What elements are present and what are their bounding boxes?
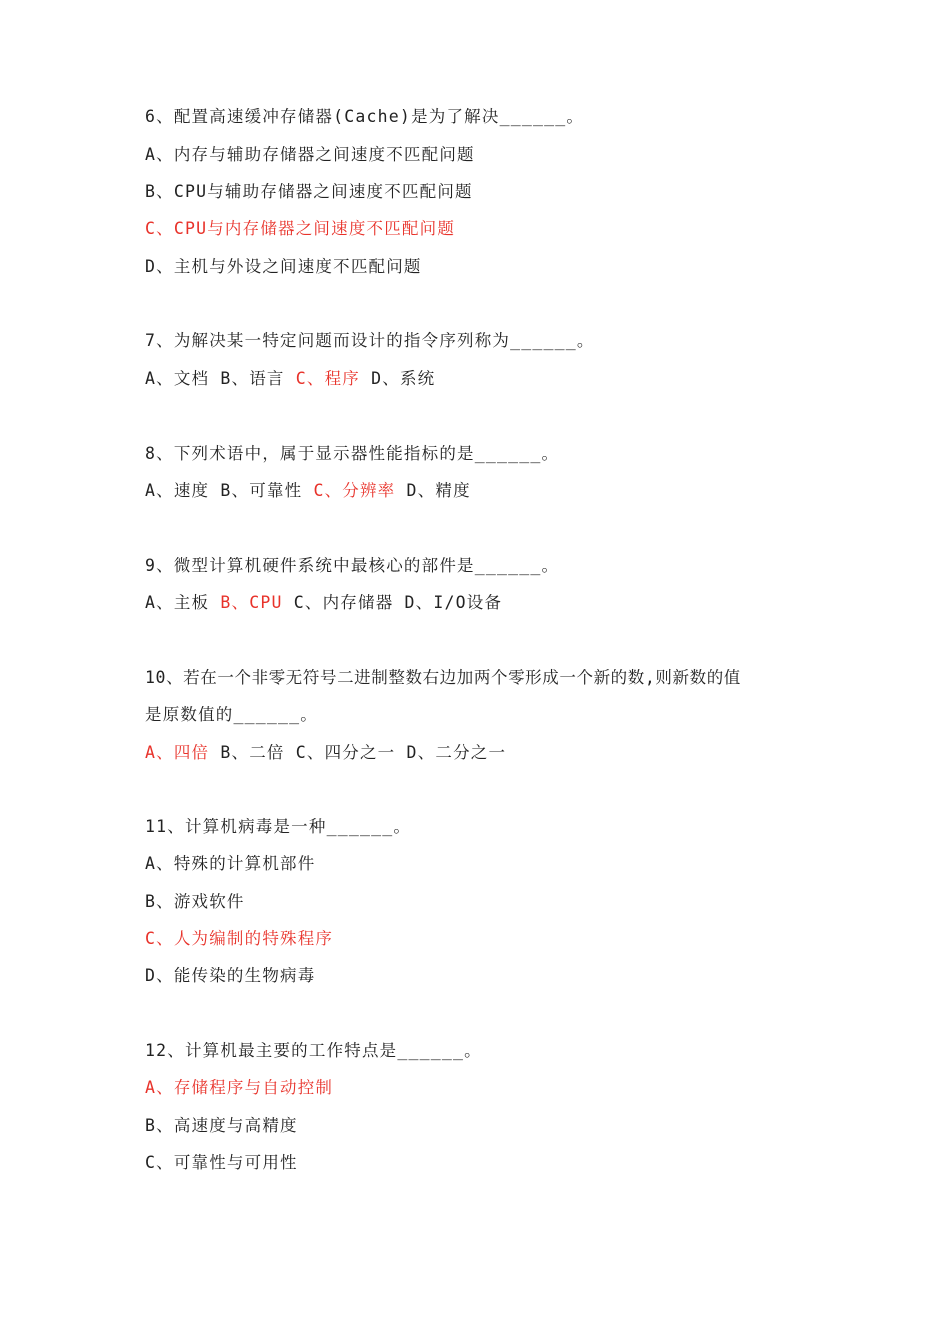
q9-option-b-answer: B、CPU bbox=[220, 593, 283, 612]
q8-option-c-answer: C、分辨率 bbox=[313, 481, 396, 500]
q11-option-c-answer: C、人为编制的特殊程序 bbox=[145, 929, 334, 948]
q7-stem: 7、为解决某一特定问题而设计的指令序列称为______。 bbox=[145, 331, 595, 350]
q11-option-d: D、能传染的生物病毒 bbox=[145, 966, 316, 985]
q6-option-a: A、内存与辅助存储器之间速度不匹配问题 bbox=[145, 145, 475, 164]
q7-option-c-answer: C、程序 bbox=[295, 369, 360, 388]
q10-option-d: D、二分之一 bbox=[406, 743, 507, 762]
q6-option-b: B、CPU与辅助存储器之间速度不匹配问题 bbox=[145, 182, 473, 201]
q6-stem: 6、配置高速缓冲存储器(Cache)是为了解决______。 bbox=[145, 107, 585, 126]
q8-option-a: A、速度 bbox=[145, 481, 210, 500]
q7-option-d: D、系统 bbox=[371, 369, 436, 388]
q8-option-d: D、精度 bbox=[406, 481, 471, 500]
q7-option-a: A、文档 bbox=[145, 369, 210, 388]
q9-option-a: A、主板 bbox=[145, 593, 210, 612]
q10-options bbox=[145, 740, 825, 766]
q10-stem-line-1: 10、若在一个非零无符号二进制整数右边加两个零形成一个新的数,则新数的值 bbox=[145, 668, 741, 687]
q10-option-b: B、二倍 bbox=[220, 743, 285, 762]
q9-option-c: C、内存储器 bbox=[293, 593, 394, 612]
q8-options bbox=[145, 478, 825, 504]
q11-option-a: A、特殊的计算机部件 bbox=[145, 854, 316, 873]
q12-option-b: B、高速度与高精度 bbox=[145, 1116, 298, 1135]
q10-option-a-answer: A、四倍 bbox=[145, 743, 210, 762]
q7-options bbox=[145, 366, 825, 392]
q6-option-d: D、主机与外设之间速度不匹配问题 bbox=[145, 257, 422, 276]
q8-option-b: B、可靠性 bbox=[220, 481, 303, 500]
q11-option-b: B、游戏软件 bbox=[145, 892, 245, 911]
q8-stem: 8、下列术语中，属于显示器性能指标的是______。 bbox=[145, 444, 560, 463]
q9-option-d: D、I/O设备 bbox=[404, 593, 503, 612]
q7-option-b: B、语言 bbox=[220, 369, 285, 388]
q9-stem: 9、微型计算机硬件系统中最核心的部件是______。 bbox=[145, 556, 560, 575]
q6-option-c-answer: C、CPU与内存储器之间速度不匹配问题 bbox=[145, 219, 456, 238]
q12-stem: 12、计算机最主要的工作特点是______。 bbox=[145, 1041, 482, 1060]
q12-option-a-answer: A、存储程序与自动控制 bbox=[145, 1078, 334, 1097]
q12-option-c: C、可靠性与可用性 bbox=[145, 1153, 298, 1172]
q10-option-c: C、四分之一 bbox=[295, 743, 396, 762]
q9-options bbox=[145, 590, 825, 616]
q11-stem: 11、计算机病毒是一种______。 bbox=[145, 817, 412, 836]
q10-stem-line-2: 是原数值的______。 bbox=[145, 705, 319, 724]
